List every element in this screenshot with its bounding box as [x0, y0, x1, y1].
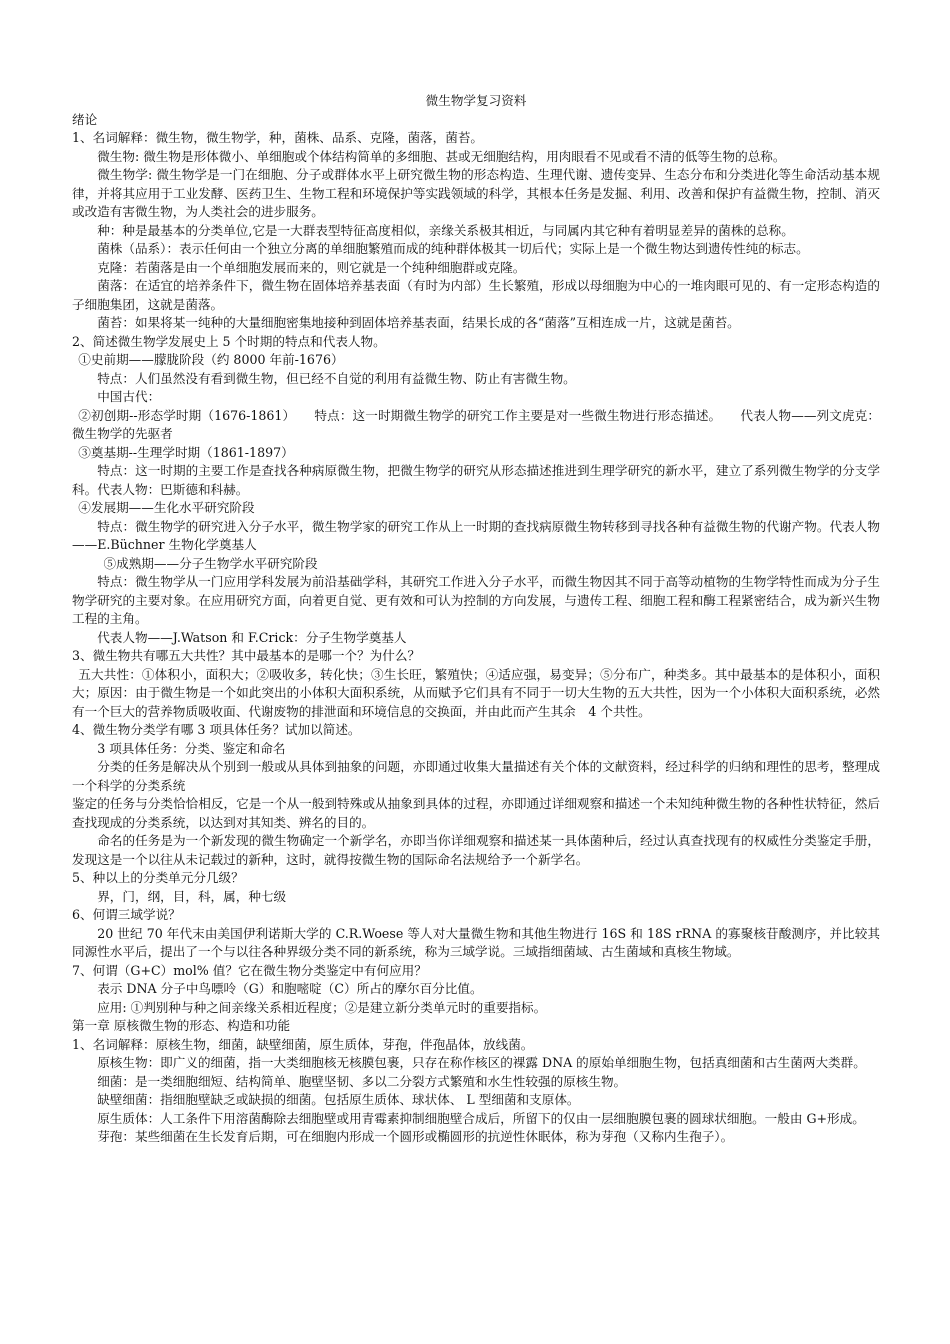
paragraph: 五大共性：①体积小，面积大；②吸收多，转化快；③生长旺，繁殖快；④适应强，易变异；⑤分布广，种类多。其中最基本的是体积小，面积大；原因：由于微生物是一个如此突出的小体积大面积系统，从而赋予它们具有不同于一切大生物的五大共性，因为一个小体积大面积系统，必然有一个巨大的营养物质吸收面、代谢废物的排泄面和环境信息的交换面，并由此而产生其余 4 个共性。	[72, 666, 880, 719]
paragraph: 特点：这一时期的主要工作是查找各种病原微生物，把微生物学的研究从形态描述推进到生理学研究的新水平，建立了系列微生物学的分支学科。代表人物：巴斯德和科赫。	[72, 463, 880, 497]
paragraph: 细菌：是一类细胞细短、结构简单、胞壁坚韧、多以二分裂方式繁殖和水生性较强的原核生物。	[97, 1073, 627, 1089]
paragraph: 20 世纪 70 年代末由美国伊利诺斯大学的 C.R.Woese 等人对大量微生物和其他生物进行 16S 和 18S rRNA 的寡聚核苷酸测序，并比较其同源性水平后，提出了一个与以往各种界级分类不同的新系统，称为三域学说。三域指细菌域、古生菌域和真核生物域。	[72, 925, 880, 959]
document-body	[72, 111, 880, 1147]
paragraph: 缺壁细菌：指细胞壁缺乏或缺损的细菌。包括原生质体、球状体、 L 型细菌和支原体。	[97, 1092, 580, 1107]
paragraph: ④发展期——生化水平研究阶段	[78, 500, 255, 515]
paragraph: 分类的任务是解决从个别到一般或从具体到抽象的问题，亦即通过收集大量描述有关个体的文献资料，经过科学的归纳和理性的思考，整理成一个科学的分类系统	[72, 759, 880, 793]
paragraph: ②初创期--形态学时期（1676-1861） 特点：这一时期微生物学的研究工作主要是对一些微生物进行形态描述。 代表人物——列文虎克：微生物学的先驱者	[72, 407, 880, 441]
paragraph: 芽孢：某些细菌在生长发育后期，可在细胞内形成一个圆形或椭圆形的抗逆性休眠体，称为芽孢（又称内生孢子）。	[97, 1129, 734, 1144]
section-heading: 7、何谓（G+C）mol% 值？它在微生物分类鉴定中有何应用？	[72, 962, 427, 978]
paragraph: 微生物学: 微生物学是一门在细胞、分子或群体水平上研究微生物的形态构造、生理代谢、遗传变异、生态分布和分类进化等生命活动基本规律，并将其应用于工业发酵、医药卫生、生物工程和环境保护等实践领域的科学，其根本任务是发掘、利用、改善和保护有益微生物，控制、消灭或改造有害微生物，为人类社会的进步服务。	[72, 167, 880, 219]
paragraph: ①史前期——朦胧阶段（约 8000 年前-1676）	[78, 352, 344, 367]
paragraph: 原核生物：即广义的细菌，指一大类细胞核无核膜包裹，只存在称作核区的裸露 DNA 的原始单细胞生物，包括真细菌和古生菌两大类群。	[97, 1055, 866, 1070]
section-heading: 6、何谓三域学说？	[72, 907, 181, 922]
paragraph: ③奠基期--生理学时期（1861-1897）	[78, 444, 294, 460]
section-heading: 第一章 原核微生物的形态、构造和功能	[72, 1018, 291, 1033]
paragraph: 菌苔：如果将某一纯种的大量细胞密集地接种到固体培养基表面，结果长成的各“菌落”互相连成一片，这就是菌苔。	[97, 315, 740, 330]
paragraph: 界，门，纲，目，科，属，种七级	[97, 888, 287, 904]
paragraph: 命名的任务是为一个新发现的微生物确定一个新学名，亦即当你详细观察和描述某一具体菌种后，经过认真查找现有的权威性分类鉴定手册，发现这是一个以往从未记载过的新种，这时，就得按微生物的国际命名法规给予一个新学名。	[72, 833, 880, 867]
paragraph: 特点：人们虽然没有看到微生物，但已经不自觉的利用有益微生物、防止有害微生物。	[97, 370, 576, 386]
section-heading: 1、名词解释：原核生物，细菌，缺壁细菌，原生质体，芽孢，伴孢晶体，放线菌。	[72, 1036, 534, 1052]
paragraph: ⑤成熟期——分子生物学水平研究阶段	[103, 555, 318, 571]
section-heading: 3、微生物共有哪五大共性？其中最基本的是哪一个？为什么？	[72, 648, 421, 663]
paragraph: 应用: ①判别种与种之间亲缘关系相近程度；②是建立新分类单元时的重要指标。	[97, 999, 547, 1015]
paragraph: 微生物: 微生物是形体微小、单细胞或个体结构简单的多细胞、甚或无细胞结构，用肉眼看不见或看不清的低等生物的总称。	[97, 148, 786, 164]
document-page	[72, 92, 880, 1147]
paragraph: 中国古代：	[97, 389, 161, 404]
paragraph: 代表人物——J.Watson 和 F.Crick：分子生物学奠基人	[97, 629, 407, 645]
paragraph: 菌落：在适宜的培养条件下，微生物在固体培养基表面（有时为内部）生长繁殖，形成以母细胞为中心的一堆肉眼可见的、有一定形态构造的子细胞集团，这就是菌落。	[72, 278, 880, 312]
paragraph: 表示 DNA 分子中鸟嘌呤（G）和胞嘧啶（C）所占的摩尔百分比值。	[97, 981, 483, 996]
section-heading: 2、简述微生物学发展史上 5 个时期的特点和代表人物。	[72, 333, 386, 349]
paragraph: 特点：微生物学从一门应用学科发展为前沿基础学科，其研究工作进入分子水平，而微生物因其不同于高等动植物的生物学特性而成为分子生物学研究的主要对象。在应用研究方面，向着更自觉、更有效和可认为控制的方向发展，与遗传工程、细胞工程和酶工程紧密结合，成为新兴生物工程的主角。	[72, 574, 880, 626]
section-heading: 4、微生物分类学有哪 3 项具体任务？试加以简述。	[72, 722, 361, 737]
paragraph: 3 项具体任务：分类、鉴定和命名	[97, 740, 286, 756]
paragraph: 原生质体：人工条件下用溶菌酶除去细胞壁或用青霉素抑制细胞壁合成后，所留下的仅由一层细胞膜包裹的圆球状细胞。一般由 G+形成。	[97, 1110, 865, 1126]
document-title: 微生物学复习资料	[425, 93, 527, 108]
section-heading: 鉴定的任务与分类恰恰相反，它是一个从一般到特殊或从抽象到具体的过程，亦即通过详细观察和描述一个未知纯种微生物的各种性状特征，然后查找现成的分类系统，以达到对其知类、辨名的目的。	[72, 796, 880, 830]
section-heading: 绪论	[72, 111, 98, 127]
paragraph: 种：种是最基本的分类单位,它是一大群表型特征高度相似，亲缘关系极其相近，与同属内其它种有着明显差异的菌株的总称。	[97, 222, 794, 238]
section-heading: 1、名词解释：微生物，微生物学，种，菌株、品系、克隆，菌落，菌苔。	[72, 130, 484, 145]
paragraph: 特点：微生物学的研究进入分子水平，微生物学家的研究工作从上一时期的查找病原微生物转移到寻找各种有益微生物的代谢产物。代表人物——E.Büchner 生物化学奠基人	[72, 518, 880, 552]
paragraph: 克隆：若菌落是由一个单细胞发展而来的，则它就是一个纯种细胞群或克隆。	[97, 259, 526, 275]
section-heading: 5、种以上的分类单元分几级？	[72, 870, 244, 885]
paragraph: 菌株（品系）：表示任何由一个独立分离的单细胞繁殖而成的纯种群体极其一切后代；实际上是一个微生物达到遗传性纯的标志。	[97, 241, 809, 256]
